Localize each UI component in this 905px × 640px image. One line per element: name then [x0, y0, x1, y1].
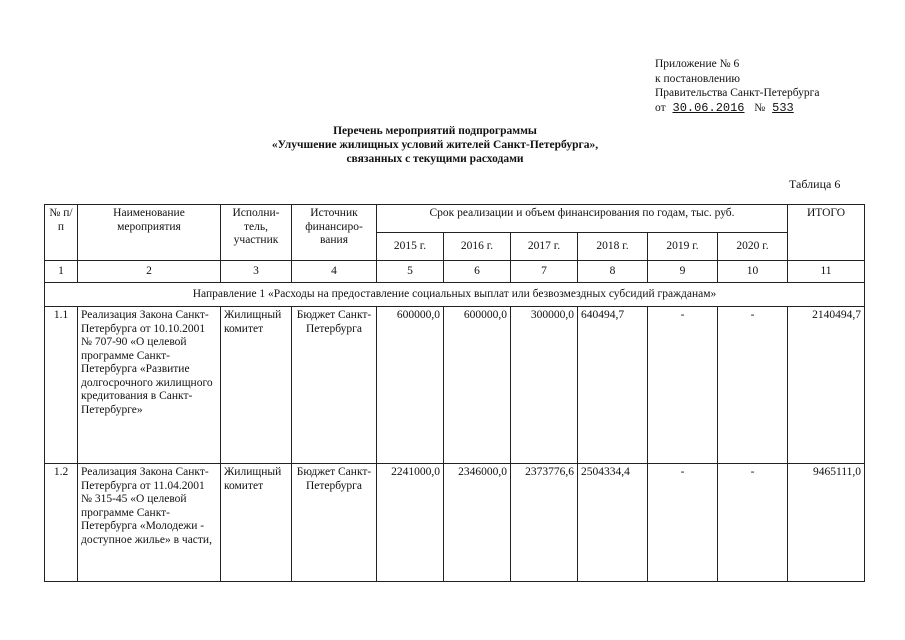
row-num: 1.1	[45, 307, 78, 464]
header-year: 2015 г.	[377, 233, 444, 261]
row-source: Бюджет Санкт-Петербурга	[292, 464, 377, 582]
header-year: 2017 г.	[511, 233, 578, 261]
row-value: 2373776,6	[511, 464, 578, 582]
column-number: 2	[78, 261, 221, 283]
column-number-row	[45, 261, 865, 283]
row-total: 2140494,7	[788, 307, 865, 464]
decree-date: 30.06.2016	[672, 100, 745, 115]
header-year: 2018 г.	[578, 233, 648, 261]
header-total: ИТОГО	[788, 205, 865, 261]
number-prefix: №	[754, 101, 766, 114]
row-num: 1.2	[45, 464, 78, 582]
title-line-1: Перечень мероприятий подпрограммы	[333, 125, 537, 137]
row-value: -	[648, 464, 718, 582]
row-value: -	[718, 307, 788, 464]
row-total: 9465111,0	[788, 464, 865, 582]
title-line-3: связанных с текущими расходами	[346, 153, 524, 165]
measures-table	[44, 204, 865, 582]
column-number: 11	[788, 261, 865, 283]
row-name: Реализация Закона Санкт-Петербурга от 10.10.2001 № 707-90 «О целевой программе Санкт-Петербурга «Развитие долгосрочного жилищного кредитования в Санкт-Петербурге»	[78, 307, 221, 464]
header-row	[45, 205, 865, 233]
column-number: 3	[221, 261, 292, 283]
appendix-line-3: Правительства Санкт-Петербурга	[655, 87, 820, 99]
decree-number: 533	[772, 100, 794, 115]
column-number: 5	[377, 261, 444, 283]
appendix-block	[655, 57, 820, 115]
column-number: 6	[444, 261, 511, 283]
row-value: 600000,0	[444, 307, 511, 464]
row-value: 640494,7	[578, 307, 648, 464]
row-value: 600000,0	[377, 307, 444, 464]
header-period: Срок реализации и объем финансирования по годам, тыс. руб.	[377, 205, 788, 233]
table-label: Таблица 6	[789, 177, 841, 191]
column-number: 8	[578, 261, 648, 283]
header-year: 2019 г.	[648, 233, 718, 261]
column-number: 9	[648, 261, 718, 283]
row-value: 300000,0	[511, 307, 578, 464]
row-source: Бюджет Санкт-Петербурга	[292, 307, 377, 464]
appendix-date-line	[655, 101, 820, 116]
column-number: 1	[45, 261, 78, 283]
table-row	[45, 464, 865, 582]
row-name: Реализация Закона Санкт-Петербурга от 11.04.2001 № 315-45 «О целевой программе Санкт-Петербурга «Молодежи - доступное жилье» в части,	[78, 464, 221, 582]
row-value: 2504334,4	[578, 464, 648, 582]
column-number: 10	[718, 261, 788, 283]
header-num: № п/п	[45, 205, 78, 261]
header-year: 2016 г.	[444, 233, 511, 261]
header-source: Источник финансиро-вания	[292, 205, 377, 261]
column-number: 7	[511, 261, 578, 283]
header-year: 2020 г.	[718, 233, 788, 261]
row-value: -	[648, 307, 718, 464]
title-line-2: «Улучшение жилищных условий жителей Санкт-Петербурга»,	[271, 139, 599, 151]
header-name: Наименование мероприятия	[78, 205, 221, 261]
row-executor: Жилищный комитет	[221, 307, 292, 464]
appendix-line-2: к постановлению	[655, 72, 740, 85]
date-prefix: от	[655, 101, 666, 114]
section-row	[45, 283, 865, 307]
row-value: -	[718, 464, 788, 582]
row-value: 2241000,0	[377, 464, 444, 582]
column-number: 4	[292, 261, 377, 283]
appendix-line-1: Приложение № 6	[655, 58, 740, 70]
document-title	[200, 124, 670, 166]
section-title: Направление 1 «Расходы на предоставление социальных выплат или безвозмездных субсидий гражданам»	[45, 283, 865, 307]
table-row	[45, 307, 865, 464]
row-value: 2346000,0	[444, 464, 511, 582]
row-executor: Жилищный комитет	[221, 464, 292, 582]
header-executor: Исполни-тель, участник	[221, 205, 292, 261]
